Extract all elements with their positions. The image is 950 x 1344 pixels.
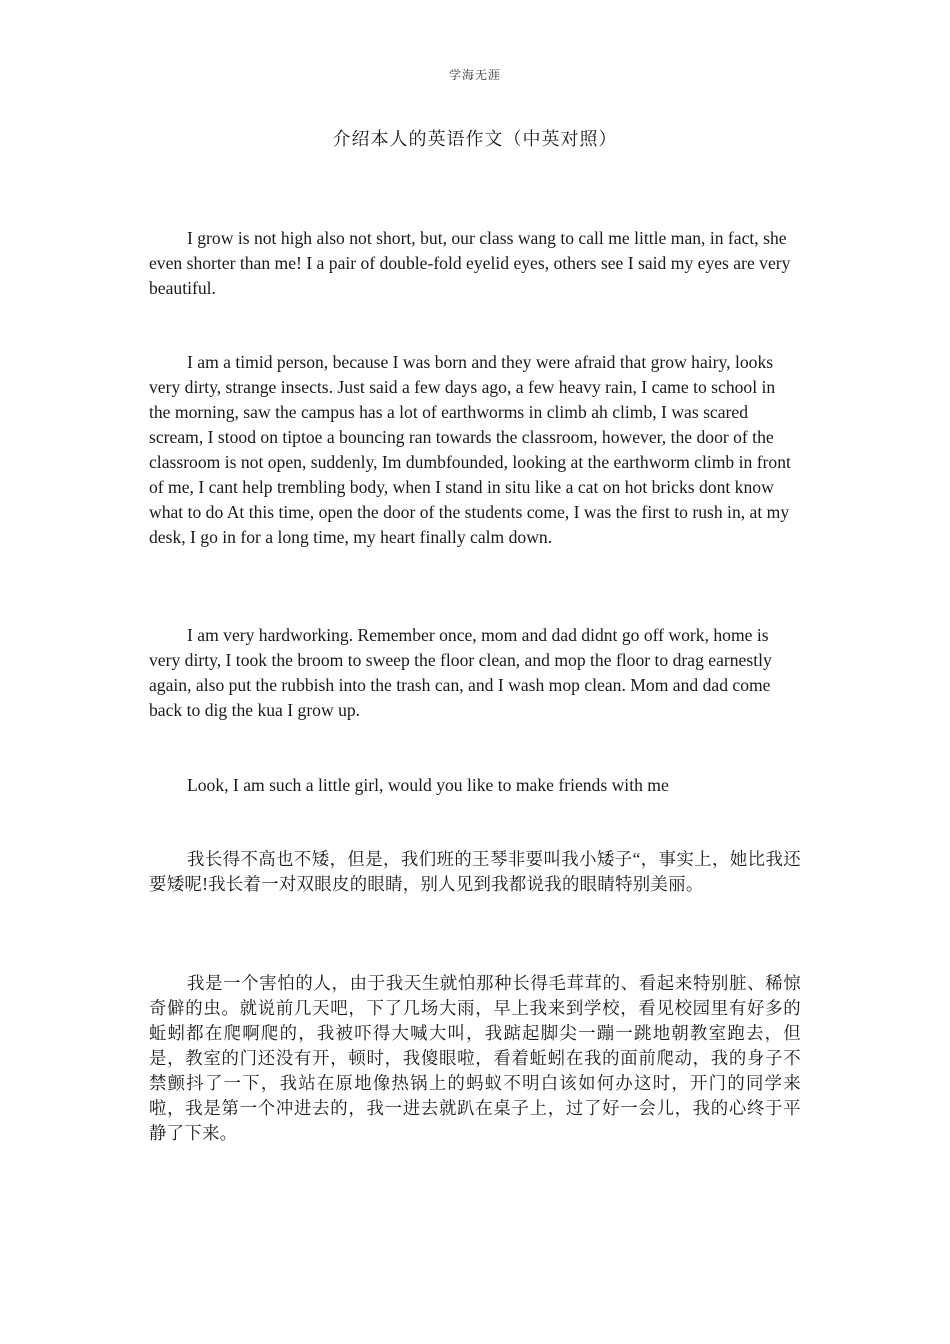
paragraph-cn-1: 我长得不高也不矮，但是，我们班的王琴非要叫我小矮子“，事实上，她比我还要矮呢!我长着一对双眼皮的眼睛，别人见到我都说我的眼睛特别美丽。 (149, 849, 801, 894)
document-title: 介绍本人的英语作文（中英对照） (332, 129, 618, 149)
page-header: 学海无涯 (448, 68, 501, 82)
paragraph-cn-2: 我是一个害怕的人，由于我天生就怕那种长得毛茸茸的、看起来特别脏、稀惊奇僻的虫。就说前几天吧，下了几场大雨，早上我来到学校，看见校园里有好多的蚯蚓都在爬啊爬的，我被吓得大喊大叫，我踮起脚尖一蹦一跳地朝教室跑去，但是，教室的门还没有开，顿时，我傻眼啦，看着蚯蚓在我的面前爬动，我的身子不禁颤抖了一下，我站在原地像热锅上的蚂蚁不明白该如何办这时，开门的同学来啦，我是第一个冲进去的，我一进去就趴在桌子上，过了好一会儿，我的心终于平静了下来。 (149, 973, 801, 1143)
paragraph-en-4: Look, I am such a little girl, would you like to make friends with me (187, 775, 669, 795)
paragraph-en-1: I grow is not high also not short, but, our class wang to call me little man, in fact, she even shorter than me! I a pair of double-fold eyelid eyes, others see I said my eyes are very beautiful. (149, 228, 791, 298)
paragraph-en-3: I am very hardworking. Remember once, mom and dad didnt go off work, home is very dirty, I took the broom to sweep the floor clean, and mop the floor to drag earnestly again, also put the rubbish into the trash can, and I wash mop clean. Mom and dad come back to dig the kua I grow up. (149, 625, 772, 720)
paragraph-en-2: I am a timid person, because I was born and they were afraid that grow hairy, looks very dirty, strange insects. Just said a few days ago, a few heavy rain, I came to school in the morning, saw the campus has a lot of earthworms in climb ah climb, I was scared scream, I stood on tiptoe a bouncing ran towards the classroom, however, the door of the classroom is not open, suddenly, Im dumbfounded, looking at the earthworm climb in front of me, I cant help trembling body, when I stand in situ like a cat on hot bricks dont know what to do At this time, open the door of the students come, I was the first to rush in, at my desk, I go in for a long time, my heart finally calm down. (149, 352, 791, 547)
